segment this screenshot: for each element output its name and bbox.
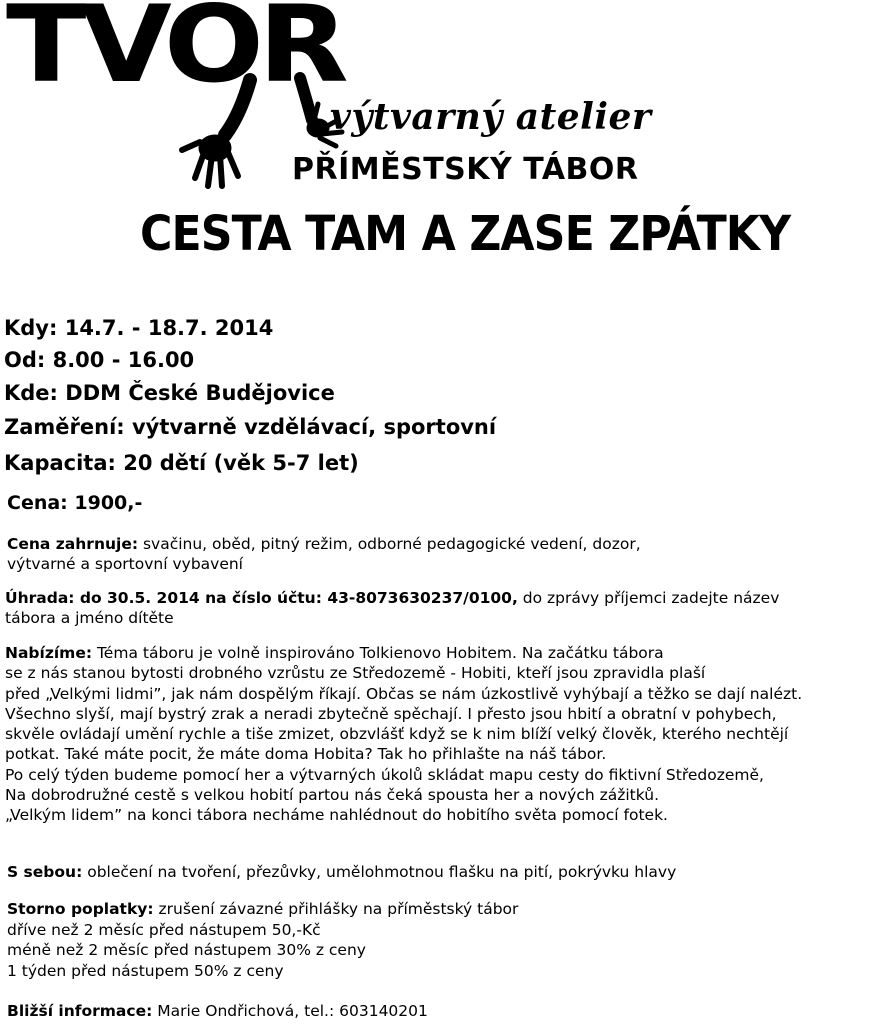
storno-line: dříve než 2 měsíc před nástupem 50,-Kč bbox=[7, 920, 321, 939]
cena-zahrnuje-text-2: výtvarné a sportovní vybavení bbox=[7, 554, 243, 573]
info-label: Bližší informace: bbox=[7, 1002, 153, 1020]
nabizime-line: potkat. Také máte pocit, že máte doma Hobita? Tak ho přihlašte na náš tábor. bbox=[5, 745, 607, 764]
nabizime-line: skvěle ovládají umění rychle a tiše zmizet, obzvlášť když se k nim blíží velký člověk, kterého nechtějí bbox=[5, 725, 789, 744]
sebou-label: S sebou: bbox=[7, 863, 83, 881]
storno-label: Storno poplatky: bbox=[7, 900, 154, 918]
cena-zahrnuje-label: Cena zahrnuje: bbox=[7, 535, 139, 553]
storno-line: 1 týden před nástupem 50% z ceny bbox=[7, 961, 284, 980]
zamereni-line: Zaměření: výtvarně vzdělávací, sportovní bbox=[4, 415, 497, 439]
sebou-text: oblečení na tvoření, přezůvky, umělohmotnou flašku na pití, pokrývku hlavy bbox=[82, 863, 677, 881]
uhrada-label: Úhrada: do 30.5. 2014 na číslo účtu: 43-8073630237/0100, bbox=[5, 589, 518, 607]
kdy-line: Kdy: 14.7. - 18.7. 2014 bbox=[4, 316, 274, 340]
nabizime-text: Téma táboru je volně inspirováno Tolkienovo Hobitem. Na začátku tábora bbox=[92, 644, 664, 662]
od-line: Od: 8.00 - 16.00 bbox=[4, 348, 195, 372]
info-text: Marie Ondřichová, tel.: 603140201 bbox=[152, 1002, 428, 1020]
nabizime-line: se z nás stanou bytosti drobného vzrůstu ze Středozemě - Hobiti, kteří jsou zpravidla plaší bbox=[5, 664, 706, 683]
storno-line: méně než 2 měsíc před nástupem 30% z ceny bbox=[7, 941, 366, 959]
page-title: CESTA TAM A ZASE ZPÁTKY bbox=[140, 206, 791, 262]
nabizime-line: Na dobrodružné cestě s velkou hobití partou nás čeká spousta her a nových zážitků. bbox=[5, 786, 660, 805]
nabizime-section bbox=[5, 643, 802, 826]
nabizime-line: Po celý týden budeme pomocí her a výtvarných úkolů skládat mapu cesty do fiktivní Středozemě, bbox=[5, 765, 764, 784]
cena-zahrnuje-section bbox=[7, 535, 641, 574]
cena-zahrnuje-text: svačinu, oběd, pitný režim, odborné pedagogické vedení, dozor, bbox=[138, 535, 641, 553]
storno-section bbox=[7, 899, 518, 981]
nabizime-label: Nabízíme: bbox=[5, 644, 93, 662]
cena-line: Cena: 1900,- bbox=[7, 492, 143, 514]
camp-subtitle: PŘÍMĚSTSKÝ TÁBOR bbox=[292, 152, 639, 187]
kde-line: Kde: DDM České Budějovice bbox=[4, 381, 335, 405]
logo-wordmark: TVOR bbox=[6, 0, 343, 107]
storno-text: zrušení závazné přihlášky na příměstský tábor bbox=[153, 900, 519, 918]
kapacita-line: Kapacita: 20 dětí (věk 5-7 let) bbox=[4, 451, 359, 475]
uhrada-section bbox=[5, 589, 779, 628]
sebou-section bbox=[7, 863, 676, 883]
nabizime-line: Všechno slyší, mají bystrý zrak a neradi zbytečně spěchají. I přesto jsou hbití a obratní v pohybech, bbox=[5, 704, 777, 723]
uhrada-text-2: tábora a jméno dítěte bbox=[5, 608, 174, 627]
info-section bbox=[7, 1002, 428, 1022]
uhrada-text: do zprávy příjemci zadejte název bbox=[517, 589, 780, 607]
atelier-tagline: výtvarný atelier bbox=[330, 96, 652, 138]
nabizime-line: „Velkým lidem” na konci tábora necháme nahlédnout do hobitího světa pomocí fotek. bbox=[5, 806, 668, 825]
nabizime-line: před „Velkými lidmi”, jak nám dospělým říkají. Občas se nám úzkostlivě vyhýbají a těžko se dají nalézt. bbox=[5, 684, 803, 703]
